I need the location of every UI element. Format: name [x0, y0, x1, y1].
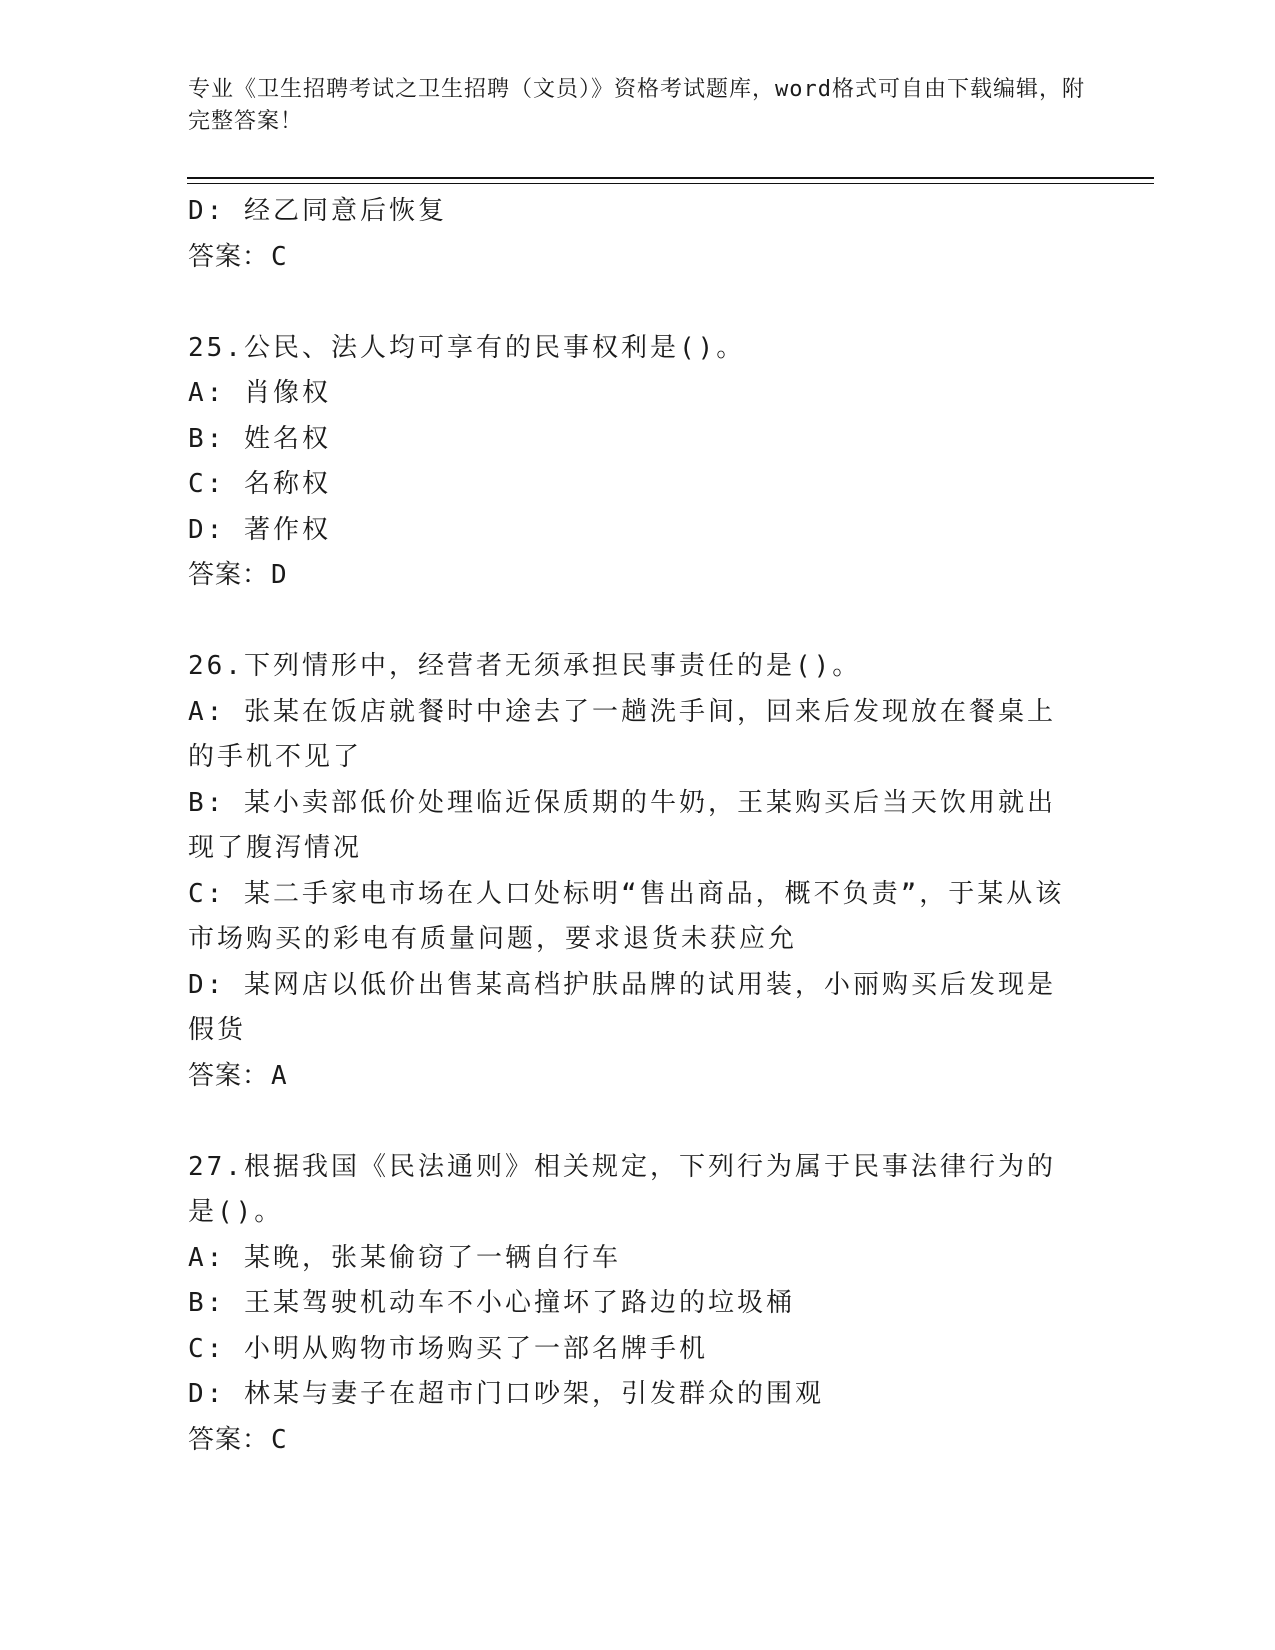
answer-label: 答案：: [188, 560, 270, 590]
answer: [188, 553, 1078, 599]
option-b: B: 王某驾驶机动车不小心撞坏了路边的垃圾桶: [188, 1288, 795, 1318]
answer-label: 答案：: [188, 1424, 270, 1455]
document-header: 专业《卫生招聘考试之卫生招聘（文员）》资格考试题库，word格式可自由下载编辑，附完整答案！: [188, 77, 1085, 134]
option-b: B: 姓名权: [188, 423, 331, 454]
question-27: [188, 1145, 1078, 1464]
header-rule-thick: [187, 177, 1154, 179]
answer-value: C: [271, 1424, 288, 1455]
question-content: [188, 189, 1078, 1463]
question-stem: 25.公民、法人均可享有的民事权利是()。: [188, 332, 746, 363]
option-d: D: 林某与妻子在超市门口吵架，引发群众的围观: [188, 1379, 824, 1409]
option-c: C: 小明从购物市场购买了一部名牌手机: [188, 1333, 708, 1364]
answer-label: 答案：: [188, 241, 270, 272]
question-25: [188, 326, 1078, 599]
option-a: A: 肖像权: [188, 378, 331, 408]
answer: [188, 1418, 1078, 1464]
option-b: B: 某小卖部低价处理临近保质期的牛奶，王某购买后当天饮用就出现了腹泻情况: [188, 787, 1056, 863]
previous-option-d: D: 经乙同意后恢复: [188, 196, 447, 226]
option-a: A: 某晚，张某偷窃了一辆自行车: [188, 1242, 621, 1273]
answer: [188, 1054, 1078, 1100]
option-a: A: 张某在饭店就餐时中途去了一趟洗手间，回来后发现放在餐桌上的手机不见了: [188, 696, 1056, 772]
spacer: [188, 1099, 1078, 1145]
answer-label: 答案：: [188, 1060, 270, 1091]
header-rule-thin: [187, 183, 1154, 184]
answer-value: C: [271, 241, 288, 272]
answer-value: D: [271, 560, 288, 590]
option-d: D: 著作权: [188, 514, 331, 545]
question-stem: 27.根据我国《民法通则》相关规定，下列行为属于民事法律行为的是()。: [188, 1151, 1056, 1227]
option-d: D: 某网店以低价出售某高档护肤品牌的试用装，小丽购买后发现是假货: [188, 969, 1056, 1045]
question-26: [188, 644, 1078, 1099]
spacer: [188, 280, 1078, 326]
option-c: C: 名称权: [188, 469, 331, 499]
answer-value: A: [271, 1060, 288, 1091]
previous-answer: [188, 235, 1078, 281]
question-stem: 26.下列情形中，经营者无须承担民事责任的是()。: [188, 651, 862, 681]
spacer: [188, 599, 1078, 645]
option-c: C: 某二手家电市场在人口处标明“售出商品，概不负责”，于某从该市场购买的彩电有质量问题，要求退货未获应允: [188, 878, 1065, 954]
